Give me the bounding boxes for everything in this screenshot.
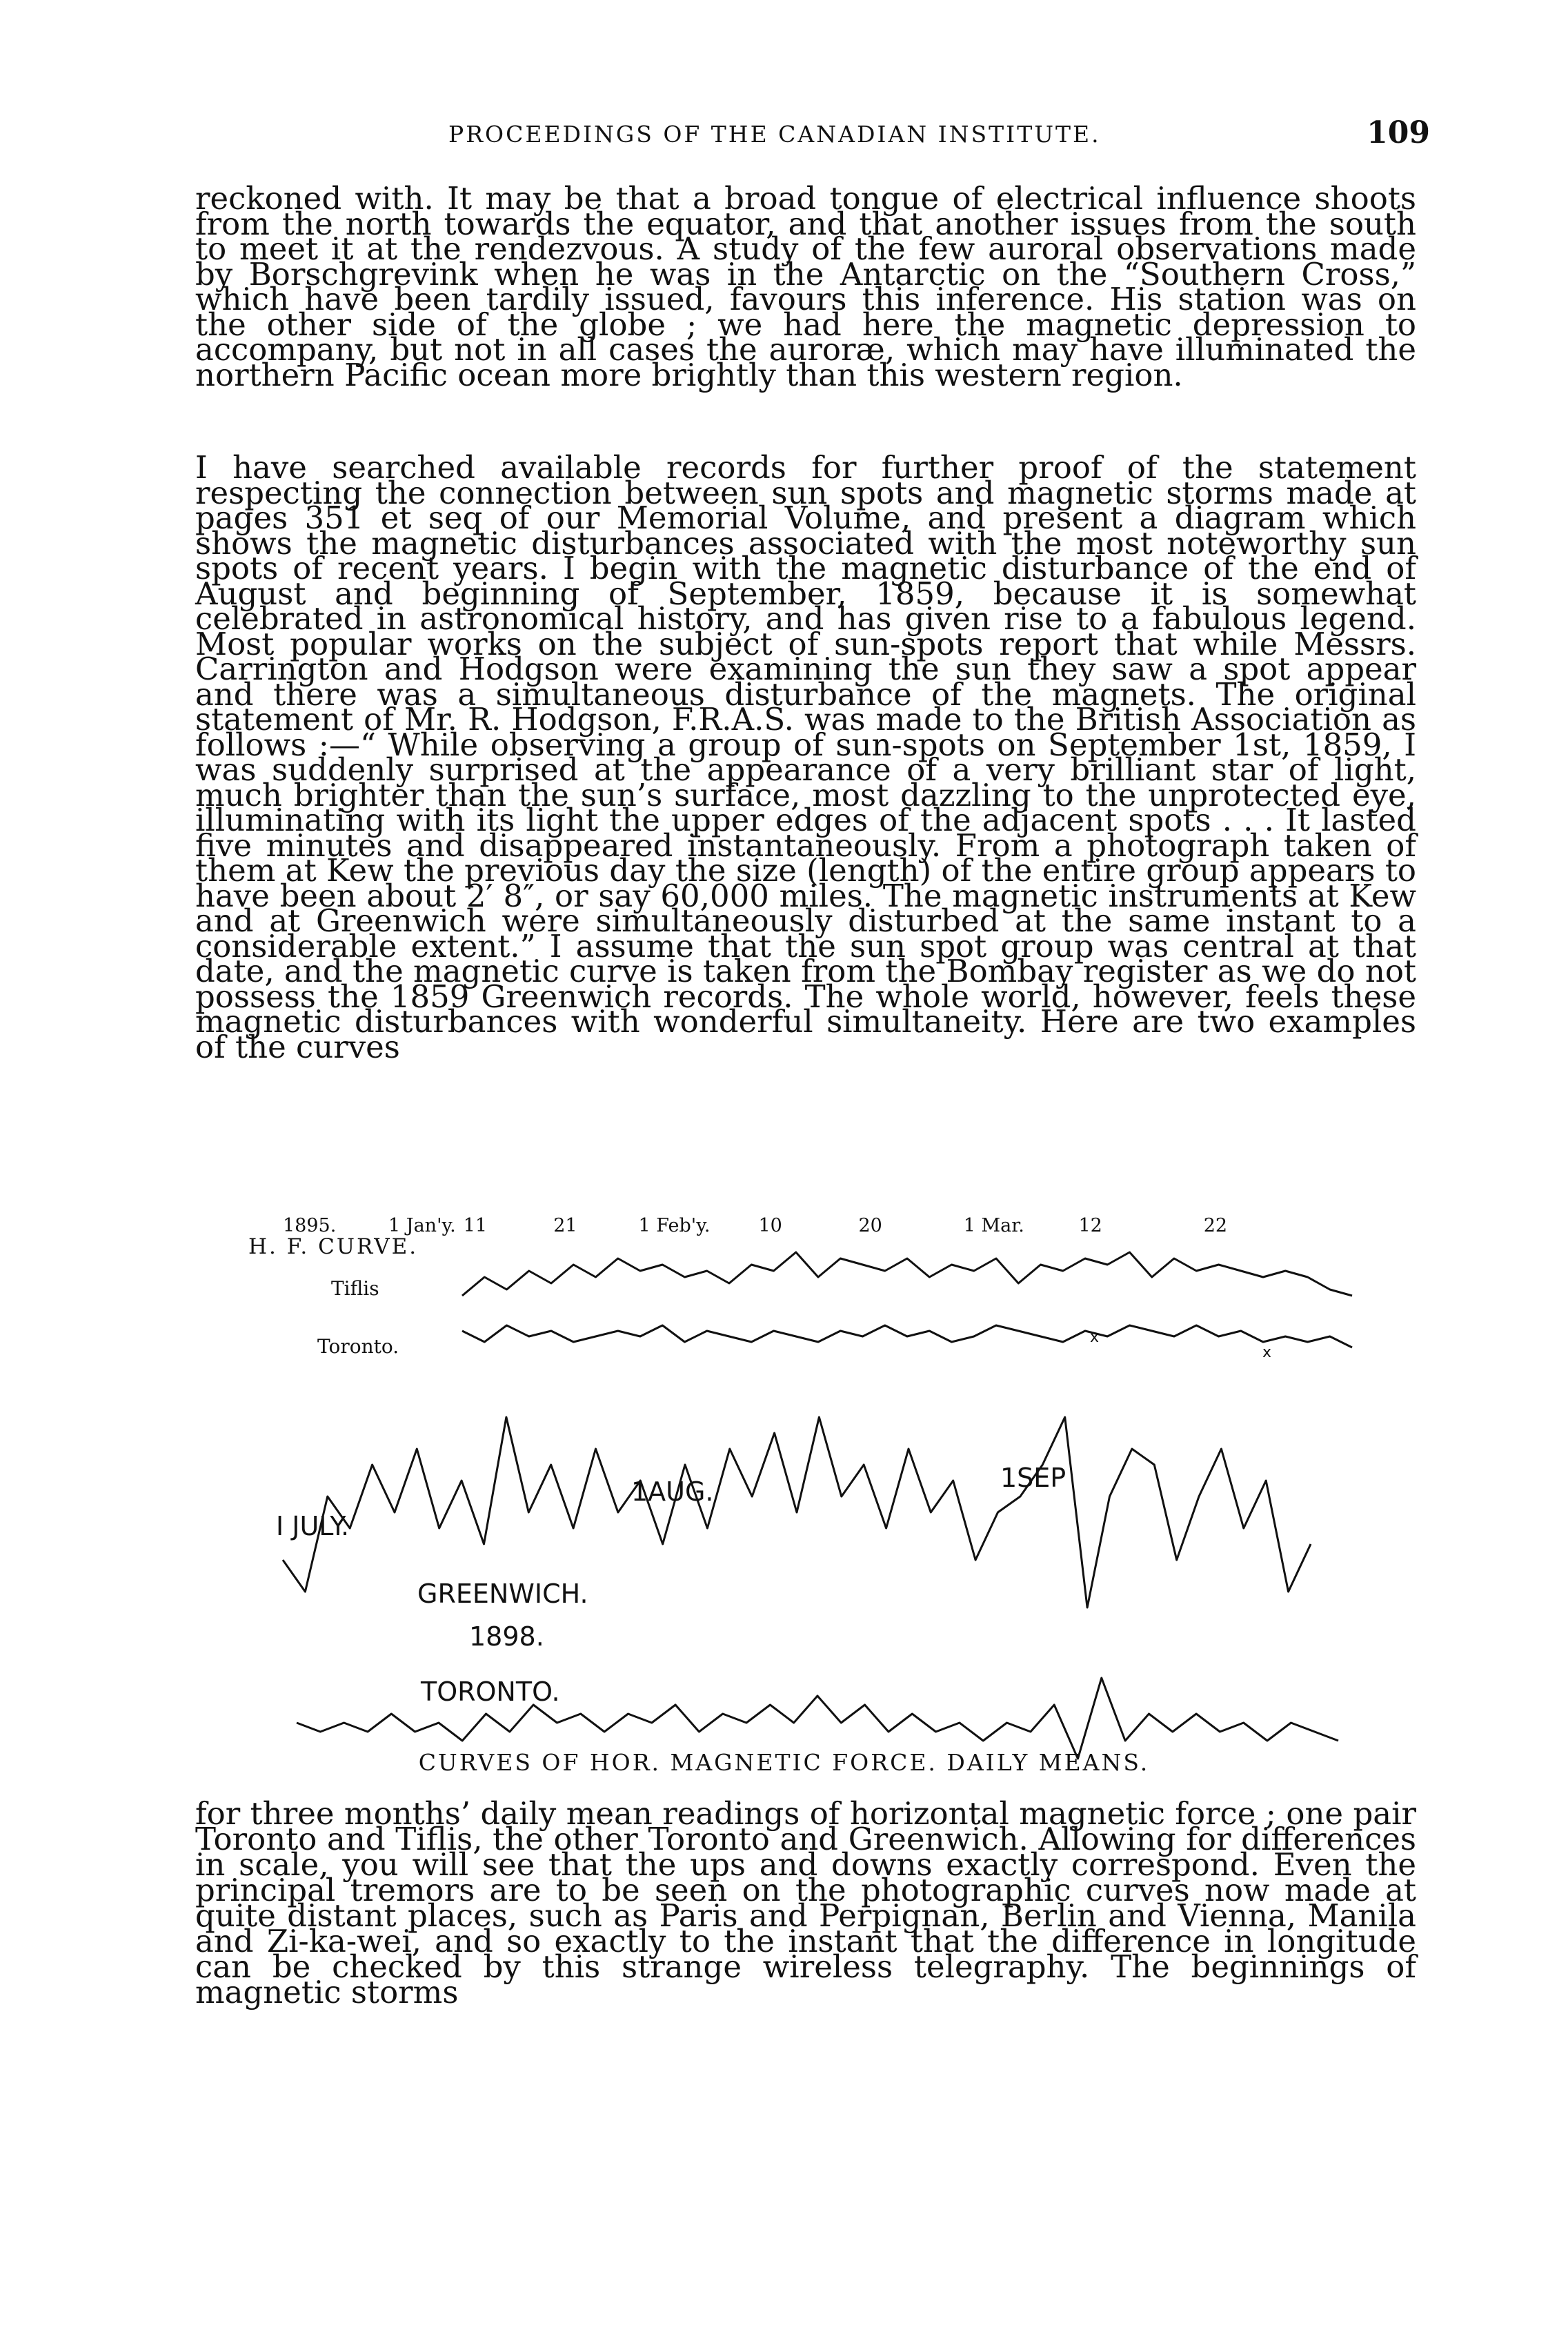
fig1-date-label: 10 — [758, 1215, 782, 1236]
body-paragraph-2: I have searched available records for further proof of the statement respecting the connection between sun spots and magnetic storms made at pages 351 et seq of our Memorial Volume, and present a diagram which shows the magnetic disturbances associated with the most noteworthy sun spots of recent years. I begin with the magnetic disturbance of the end of August and beginning of September, 1859, because it is somewhat celebrated in astronomical history, and has given rise to a fabulous legend. Most popular works on the subject of sun-spots report that while Messrs. Carrington and Hodgson were examining the sun they saw a spot appear and there was a simultaneous disturbance of the magnets. The original statement of Mr. R. Hodgson, F.R.A.S. was made to the British Association as follows :—“ While observing a group of sun-spots on September 1st, 1859, I was suddenly surprised at the appearance of a very brilliant star of light, much brighter than the sun’s surface, most dazzling to the unprotected eye, illuminating with its light the upper edges of the adjacent spots . . . It lasted five minutes and disappeared instantaneously. From a photograph taken of them at Kew the previous day the size (length) of the entire group appears to have been about 2′ 8″, or say 60,000 miles. The magnetic instruments at Kew and at Greenwich were simultaneously disturbed at the same instant to a considerable extent.” I assume that the sun spot group was central at that date, and the magnetic curve is taken from the Bombay register as we do not possess the 1859 Greenwich records. The whole world, however, feels these magnetic disturbances with wonderful simultaneity. Here are two examples of the curves — [195, 449, 1416, 1065]
fig1-date-label: 11 — [463, 1215, 488, 1236]
fig2-label-year: 1898. — [469, 1621, 544, 1652]
fig1-date-label: 20 — [858, 1215, 882, 1236]
fig2-label-aug: 1AUG. — [631, 1476, 714, 1507]
fig2-label-july: I JULY. — [276, 1511, 350, 1541]
fig1-label-tiflis: Tiflis — [331, 1277, 379, 1300]
fig1-date-label: 12 — [1078, 1215, 1102, 1236]
fig1-date-label: 1 Feb'y. — [638, 1215, 711, 1236]
page-number: 109 — [1367, 115, 1430, 150]
body-paragraph-1: reckoned with. It may be that a broad tongue of electrical influence shoots from the north towards the equator, and that another issues from the south to meet it at the rendezvous. A study of the few auroral observations made by Borschgrevink when he was in the Antarctic on the “Southern Cross,” which have been tardily issued, favours this inference. His station was on the other side of the globe ; we had here the magnetic depression to accompany, but not in all cases the auroræ, which may have illuminated the northern Pacific ocean more brightly than this western region. — [195, 180, 1416, 393]
fig1-date-label: 22 — [1203, 1215, 1228, 1236]
fig1-mark-2: x — [1262, 1344, 1272, 1361]
fig2-label-sep: 1SEP — [1000, 1463, 1066, 1493]
body-paragraph-3: for three months’ daily mean readings of horizontal magnetic force ; one pair Toronto and Tiflis, the other Toronto and Greenwich. Allowing for differences in scale, you will see that the ups and downs exactly correspond. Even the principal tremors are to be seen on the photographic curves now made at quite distant places, such as Paris and Perpignan, Berlin and Vienna, Manila and Zi-ka-wei, and so exactly to the instant that the difference in longitude can be checked by this strange wireless telegraphy. The beginnings of magnetic storms — [195, 1795, 1416, 2010]
fig2-label-toronto: TORONTO. — [421, 1677, 560, 1707]
fig1-date-label: 1 Mar. — [963, 1215, 1024, 1236]
fig2-label-greenwich: GREENWICH. — [417, 1579, 588, 1609]
fig1-label-toronto: Toronto. — [317, 1335, 399, 1358]
greenwich-toronto-figure-lower — [276, 1618, 1352, 1825]
fig1-curve-title: H. F. CURVE. — [248, 1234, 419, 1259]
fig1-year: 1895. — [283, 1215, 337, 1236]
fig1-date-label: 21 — [553, 1215, 577, 1236]
toronto-curve-1895 — [462, 1325, 1352, 1347]
tiflis-curve — [462, 1252, 1352, 1296]
page-header — [0, 115, 1568, 162]
fig1-mark-1: x — [1090, 1329, 1100, 1346]
fig1-date-labels — [388, 1215, 1227, 1236]
running-title: PROCEEDINGS OF THE CANADIAN INSTITUTE. — [448, 121, 1101, 148]
fig1-date-label: 1 Jan'y. — [388, 1215, 456, 1236]
hf-curve-figure — [248, 1211, 1359, 1383]
greenwich-toronto-figure-main — [276, 1411, 1352, 1618]
figure-caption: CURVES OF HOR. MAGNETIC FORCE. DAILY MEANS. — [418, 1749, 1150, 1776]
